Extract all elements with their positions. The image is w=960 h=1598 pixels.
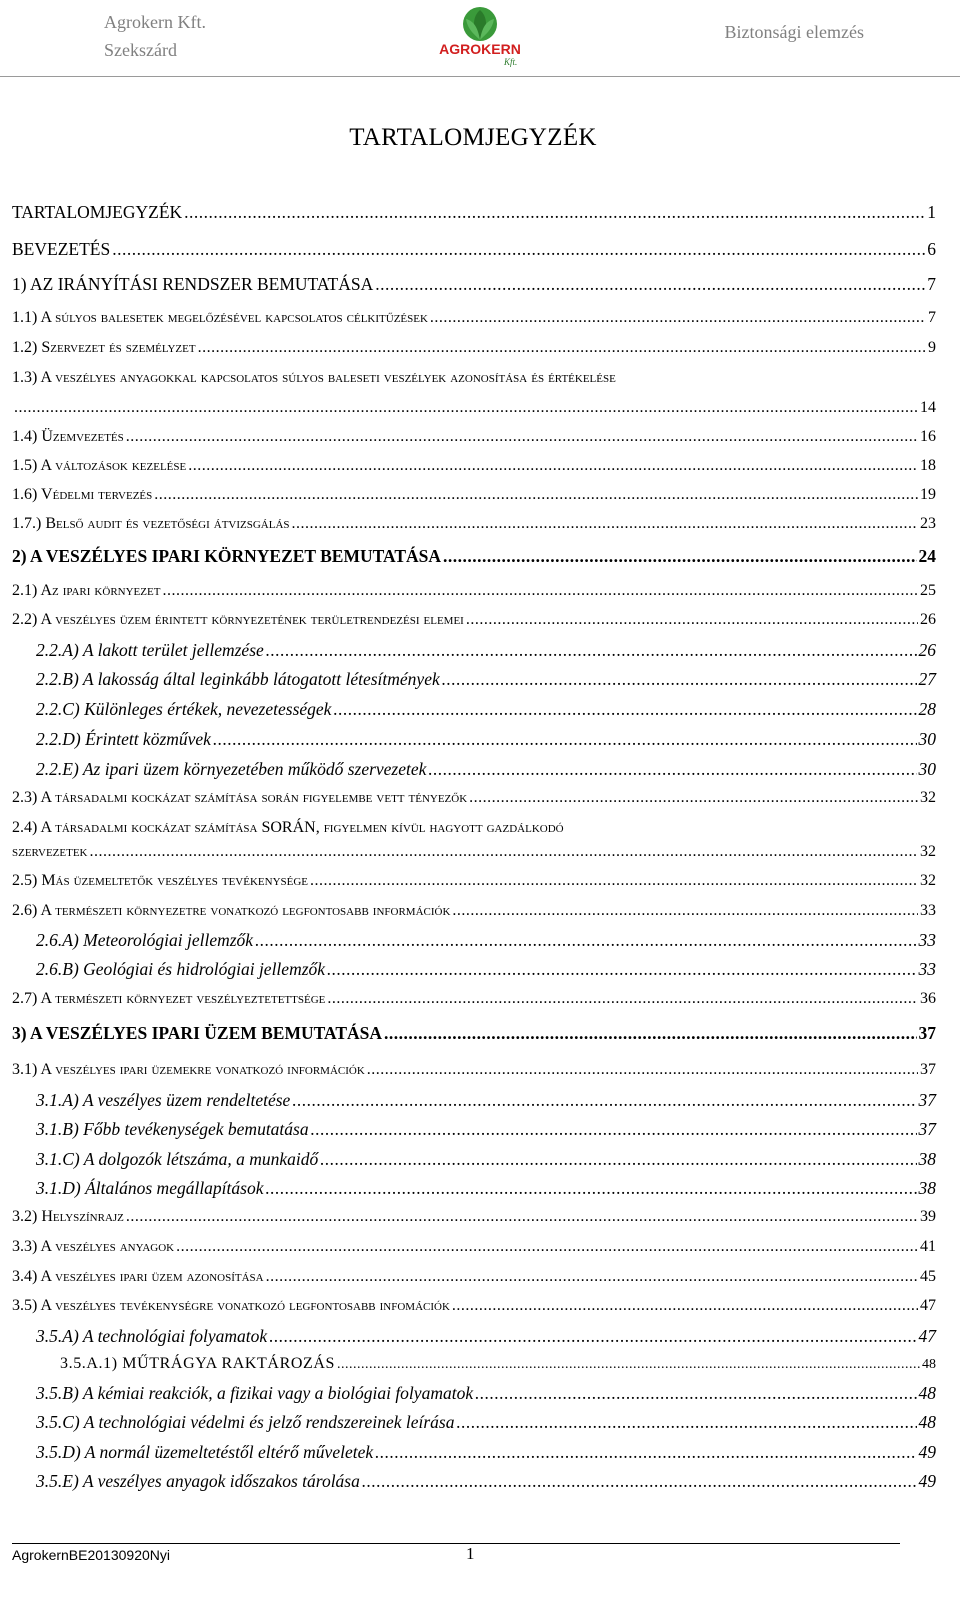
toc-entry[interactable]: 3.4) A veszélyes ipari üzem azonosítása ..... 45 xyxy=(12,1265,936,1289)
toc-entry[interactable]: 1.1) A súlyos balesetek megelőzésével kapcsolatos célkitűzések ..... 7 xyxy=(12,306,936,330)
toc-entry[interactable]: 2.2.B) A lakosság által leginkább látogatott létesítmények ..... 27 xyxy=(12,667,936,691)
agrokern-logo xyxy=(436,2,524,72)
toc-entry[interactable]: 2) A VESZÉLYES IPARI KÖRNYEZET BEMUTATÁSA ..... 24 xyxy=(12,544,936,568)
header-doc-type: Biztonsági elemzés xyxy=(724,22,864,42)
toc-entry[interactable]: BEVEZETÉS ..... 6 xyxy=(12,237,936,261)
toc-entry[interactable]: 2.5) Más üzemeltetők veszélyes tevékenysége ..... 32 xyxy=(12,869,936,893)
toc-entry[interactable]: 3.2) Helyszínrajz ..... 39 xyxy=(12,1205,936,1229)
toc-entry[interactable]: 3) A VESZÉLYES IPARI ÜZEM BEMUTATÁSA ..... 37 xyxy=(12,1021,936,1045)
toc-entry[interactable]: 3.1.B) Főbb tevékenységek bemutatása ..... 37 xyxy=(12,1117,936,1141)
toc-entry[interactable]: 3.3) A veszélyes anyagok ..... 41 xyxy=(12,1235,936,1259)
toc-entry[interactable]: 2.2.C) Különleges értékek, nevezetességek ..... 28 xyxy=(12,697,936,721)
toc-entry[interactable]: 3.5.C) A technológiai védelmi és jelző rendszereinek leírása ..... 48 xyxy=(12,1410,936,1434)
toc-entry[interactable]: 1) AZ IRÁNYÍTÁSI RENDSZER BEMUTATÁSA ..... 7 xyxy=(12,272,936,296)
toc-entry[interactable]: 3.5.E) A veszélyes anyagok időszakos tárolása ..... 49 xyxy=(12,1469,936,1493)
toc-entry[interactable]: TARTALOMJEGYZÉK ..... 1 xyxy=(12,200,936,224)
toc-entry[interactable]: 2.6.A) Meteorológiai jellemzők ..... 33 xyxy=(12,928,936,952)
toc-entry[interactable]: 3.5.B) A kémiai reakciók, a fizikai vagy a biológiai folyamatok ..... 48 xyxy=(12,1381,936,1405)
toc-entry[interactable]: 3.5) A veszélyes tevékenységre vonatkozó legfontosabb infomációk ..... 47 xyxy=(12,1294,936,1318)
toc-entry[interactable]: 2.6.B) Geológiai és hidrológiai jellemzők ..... 33 xyxy=(12,957,936,981)
toc-entry[interactable]: 3.5.D) A normál üzemeltetéstől eltérő műveletek ..... 49 xyxy=(12,1440,936,1464)
toc-entry[interactable]: 2.7) A természeti környezet veszélyeztetettsége ..... 36 xyxy=(12,987,936,1011)
toc-entry[interactable]: 3.1.D) Általános megállapítások ..... 38 xyxy=(12,1176,936,1200)
toc-entry[interactable]: 1.2) Szervezet és személyzet ..... 9 xyxy=(12,336,936,360)
page-header xyxy=(0,0,960,78)
toc-entry[interactable]: 1.5) A változások kezelése ..... 18 xyxy=(12,454,936,478)
svg-text:AGROKERN: AGROKERN xyxy=(439,41,521,57)
footer-doc-id: AgrokernBE20130920Nyi xyxy=(12,1547,170,1563)
toc-entry-continuation[interactable]: szervezetek ..... 32 xyxy=(12,840,936,864)
toc-entry[interactable]: 1.3) A veszélyes anyagokkal kapcsolatos súlyos baleseti veszélyek azonosítása és értékelése xyxy=(12,369,616,386)
toc-entry[interactable]: 1.4) Üzemvezetés ..... 16 xyxy=(12,425,936,449)
header-divider xyxy=(0,76,960,77)
toc-entry[interactable]: 2.4) A társadalmi kockázat számítása SORÁN, figyelmen kívül hagyott gazdálkodó xyxy=(12,819,564,836)
toc-entry[interactable]: 2.3) A társadalmi kockázat számítása során figyelembe vett tényezők ..... 32 xyxy=(12,786,936,810)
toc-entry-continuation[interactable]: ..... 14 xyxy=(12,396,936,420)
company-name: Agrokern Kft. xyxy=(104,12,206,32)
toc-entry[interactable]: 3.5.A.1) MŰTRÁGYA RAKTÁROZÁS ..... 48 xyxy=(12,1352,936,1377)
toc-entry[interactable]: 3.5.A) A technológiai folyamatok ..... 47 xyxy=(12,1324,936,1348)
toc-entry[interactable]: 3.1.A) A veszélyes üzem rendeltetése ..... 37 xyxy=(12,1088,936,1112)
toc-entry[interactable]: 2.2.A) A lakott terület jellemzése ..... 26 xyxy=(12,638,936,662)
page-title: TARTALOMJEGYZÉK xyxy=(349,124,597,151)
toc-entry[interactable]: 1.7.) Belső audit és vezetőségi átvizsgálás ..... 23 xyxy=(12,512,936,536)
toc-entry[interactable]: 3.1.C) A dolgozók létszáma, a munkaidő ..... 38 xyxy=(12,1147,936,1171)
header-company-block xyxy=(104,8,206,64)
toc-entry[interactable]: 2.2) A veszélyes üzem érintett környezetének területrendezési elemei ..... 26 xyxy=(12,608,936,632)
toc-entry[interactable]: 2.2.D) Érintett közművek ..... 30 xyxy=(12,727,936,751)
toc-entry[interactable]: 2.1) Az ipari környezet ..... 25 xyxy=(12,579,936,603)
toc-entry[interactable]: 3.1) A veszélyes ipari üzemekre vonatkozó információk ..... 37 xyxy=(12,1058,936,1082)
footer-page-number: 1 xyxy=(466,1544,475,1563)
toc-entry[interactable]: 2.2.E) Az ipari üzem környezetében működő szervezetek ..... 30 xyxy=(12,757,936,781)
toc-entry[interactable]: 1.6) Védelmi tervezés ..... 19 xyxy=(12,483,936,507)
svg-text:Kft.: Kft. xyxy=(504,57,518,67)
footer-divider xyxy=(12,1543,900,1544)
toc-entry[interactable]: 2.6) A természeti környezetre vonatkozó legfontosabb információk ..... 33 xyxy=(12,899,936,923)
company-city: Szekszárd xyxy=(104,40,177,60)
